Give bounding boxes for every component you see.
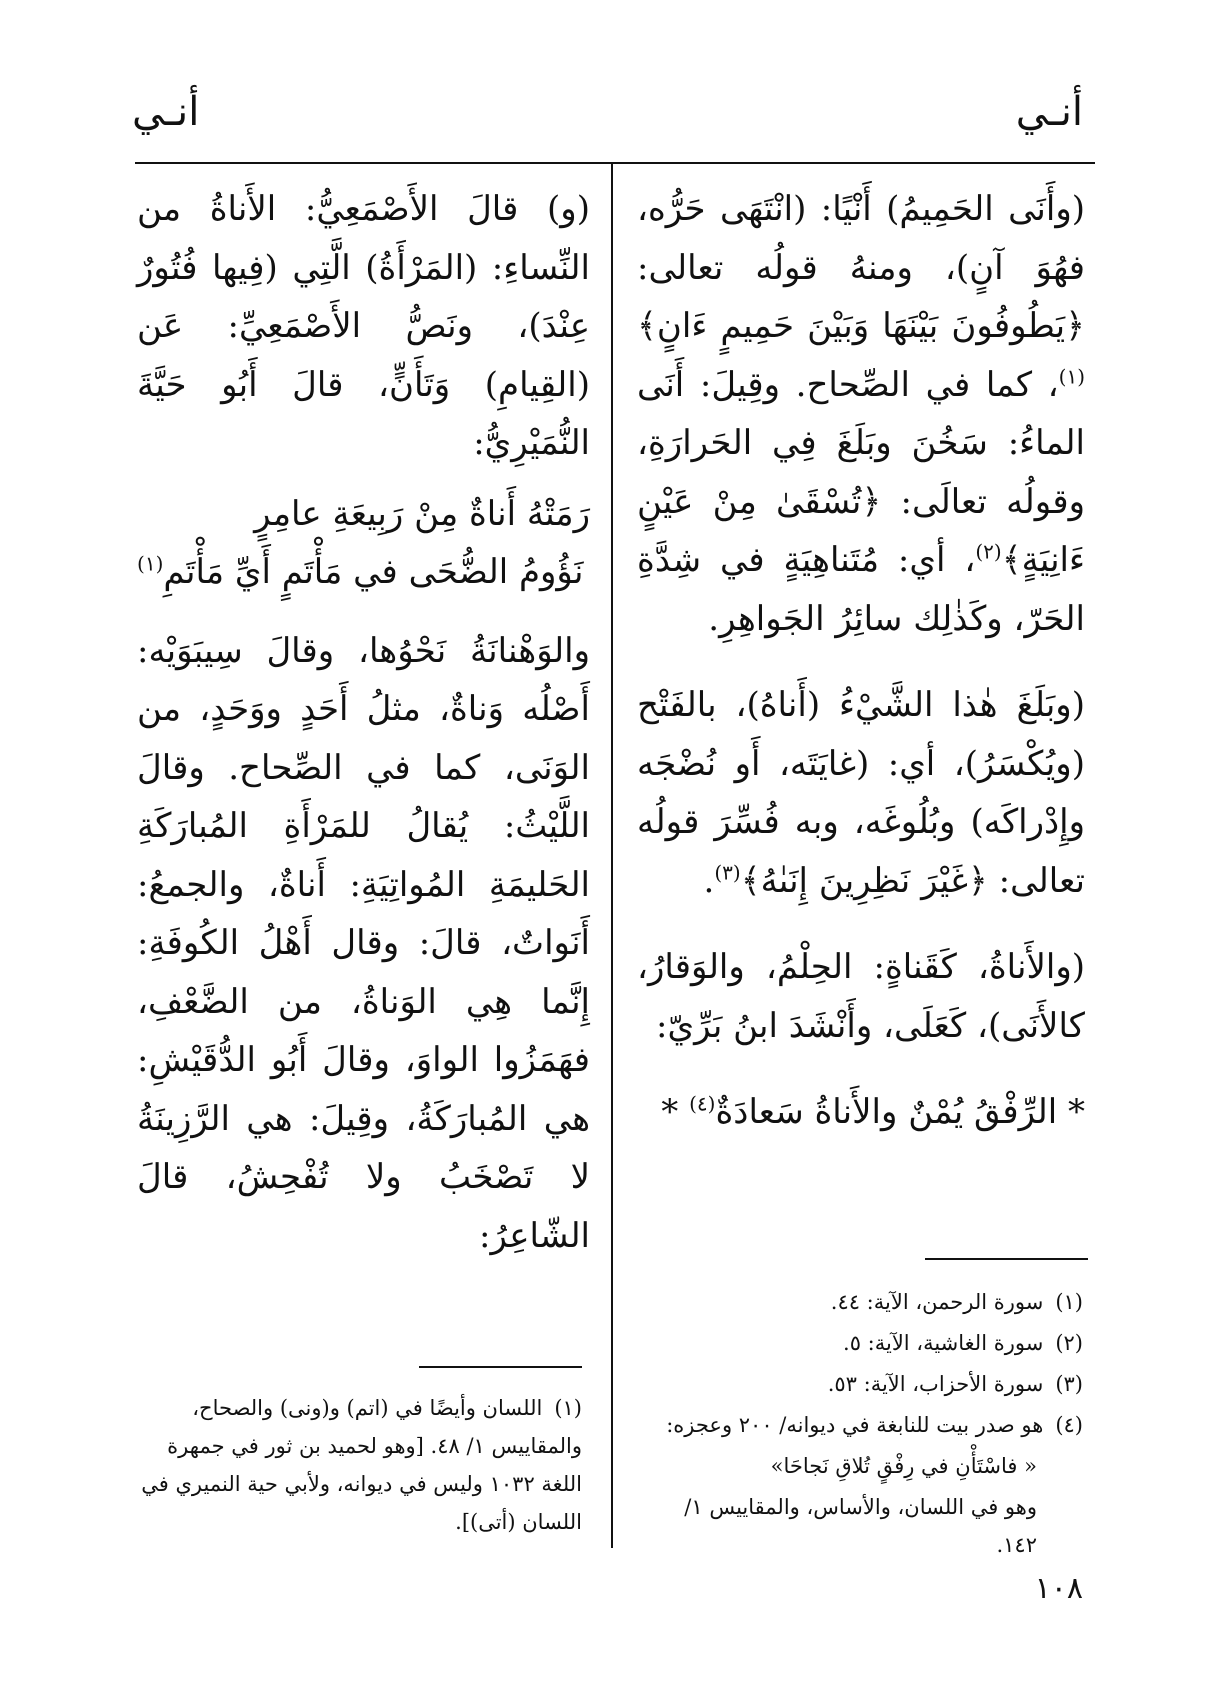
footnote-text: اللسان وأيضًا في (اتم) و(ونى) والصحاح، والمقاييس ١/ ٤٨. [وهو لحميد بن ثور في جمهرة اللغة ١٠٣٢ وليس في ديوانه، ولأبي حية النميري في اللسان (أتى)]. — [141, 1396, 582, 1534]
footnote-ref: (١) — [1058, 364, 1085, 389]
footnote-number: (٤) — [1055, 1413, 1083, 1437]
page-number: ١٠٨ — [1034, 1571, 1083, 1606]
footnote-text: هو صدر بيت للنابغة في ديوانه/ ٢٠٠ وعجزه: — [666, 1413, 1044, 1437]
verse-text: * الرِّفْقُ يُمْنٌ والأَناةُ سَعادَةٌ — [715, 1092, 1085, 1132]
footnote-number: (٢) — [1055, 1331, 1083, 1355]
entry-paragraph: (و) قالَ الأَصْمَعِيُّ: الأَناةُ من النِّساءِ: (المَرْأَةُ) الَّتِي (فِيها فُتُورٌ عِنْدَ)، ونَصُّ الأَصْمَعِيِّ: عَن (القِيامِ) وَتَأَنٍّ، قالَ أَبُو حَيَّةَ النُّمَيْرِيُّ: — [137, 189, 590, 463]
paragraph-text: . — [703, 860, 715, 901]
entry-paragraph — [637, 676, 1085, 910]
footnote-number: (١) — [554, 1396, 582, 1420]
running-header-left: أنـي — [132, 89, 200, 135]
footnote — [137, 1389, 582, 1541]
paragraph-text: ، كما في الصِّحاح. وقِيلَ: أَنَى الماءُ: سَخُنَ وبَلَغَ فِي الحَرارَةِ، وقولُه تعالَى: ﴿تُسْقَىٰ مِنْ عَيْنٍ ءَانِيَةٍ﴾ — [637, 364, 1085, 580]
entry-paragraph: والوَهْنانَةُ نَحْوُها، وقالَ سِيبَوَيْه: أَصْلُه وَناةٌ، مثلُ أَحَدٍ ووَحَدٍ، من الوَنَى، كما في الصِّحاح. وقالَ اللَّيْثُ: يُقالُ للمَرْأَةِ المُبارَكَةِ الحَليمَةِ المُواتِيَةِ: أَناةٌ، والجمعُ: أَنَواتٌ، قالَ: وقال أَهْلُ الكُوفَةِ: إِنَّما هِي الوَناةُ، من الضَّعْفِ، فهَمَزُوا الواوَ، وقالَ أَبُو الدُّقَيْشِ: هي المُبارَكَةُ، وقِيلَ: هي الرَّزِينَةُ لا تَصْخَبُ ولا تُفْحِشُ، قالَ الشّاعِرُ: — [137, 630, 590, 1256]
footnote — [643, 1283, 1083, 1321]
verse-text: نَؤُومُ الضُّحَى في مَأْتَمٍ أَيِّ مَأْتَمِ — [163, 552, 584, 592]
footnotes-left — [137, 1389, 582, 1544]
footnote-ref: (١) — [137, 551, 164, 576]
header-rule — [135, 162, 1095, 164]
footnote-continuation: وهو في اللسان، والأساس، والمقاييس ١/ ١٤٢. — [684, 1495, 1037, 1557]
verse-hemistich-1: رَمَتْهُ أَناةٌ مِنْ رَبِيعَةِ عامِرٍ — [254, 493, 590, 534]
footnote-number: (٣) — [1055, 1372, 1083, 1396]
verse-hemistich-2 — [137, 543, 590, 602]
footnote-ref: (٢) — [975, 539, 1002, 564]
footnote-text: سورة الغاشية، الآية: ٥. — [843, 1331, 1044, 1355]
footnotes-right — [643, 1283, 1083, 1567]
footnote-rule-left — [419, 1366, 582, 1368]
footnote-text: سورة الأحزاب، الآية: ٥٣. — [827, 1372, 1044, 1396]
paragraph-text: (وبَلَغَ هٰذا الشَّيْءُ (أَناهُ)، بالفَتْح (ويُكْسَرُ)، أي: (غايَتَه، أَو نُضْجَه وإِدْراكَه) وبُلُوغَه، وبه فُسِّرَ قولُه تعالى: ﴿غَيْرَ نَظِرِينَ إِنَىٰهُ﴾ — [637, 685, 1085, 901]
footnote-ref: (٤) — [689, 1091, 716, 1116]
column-divider — [611, 163, 613, 1548]
footnote-ref: (٣) — [714, 860, 741, 885]
footnote-number: (١) — [1055, 1290, 1083, 1314]
entry-paragraph — [637, 180, 1085, 648]
left-column — [137, 180, 590, 1265]
footnote — [643, 1406, 1083, 1444]
running-header-right: أنـي — [1015, 89, 1083, 135]
paragraph-text: ، أي: مُتَناهِيَةٍ في شِدَّةِ الحَرّ، وكَذٰلِك سائِرُ الجَواهِرِ. — [637, 540, 1085, 639]
verse-end: * — [661, 1092, 690, 1132]
entry-paragraph — [637, 938, 1085, 1055]
footnote — [643, 1324, 1083, 1362]
right-column — [637, 180, 1085, 1142]
footnote-text: سورة الرحمن، الآية: ٤٤. — [830, 1290, 1044, 1314]
verse-line — [637, 1083, 1085, 1142]
poem-verse — [137, 485, 590, 602]
paragraph-text: (والأَناةُ، كَقَناةٍ: الحِلْمُ، والوَقارُ، كالأَنَى)، كَعَلَى، وأَنْشَدَ ابنُ بَرِّيّ: — [637, 947, 1085, 1046]
footnote-rule-right — [925, 1258, 1088, 1260]
paragraph-text: (وأَنَى الحَمِيمُ) أَنْيًا: (انْتَهَى حَرُّه، فهُوَ آنٍ)، ومنهُ قولُه تعالى: ﴿يَطُوفُونَ بَيْنَهَا وَبَيْنَ حَمِيمٍ ءَانٍ﴾ — [637, 189, 1085, 346]
footnote-continuation: « فاسْتَأْنِ في رِفْقٍ تُلاقِ نَجاحَا» — [770, 1454, 1037, 1478]
footnote — [643, 1365, 1083, 1403]
